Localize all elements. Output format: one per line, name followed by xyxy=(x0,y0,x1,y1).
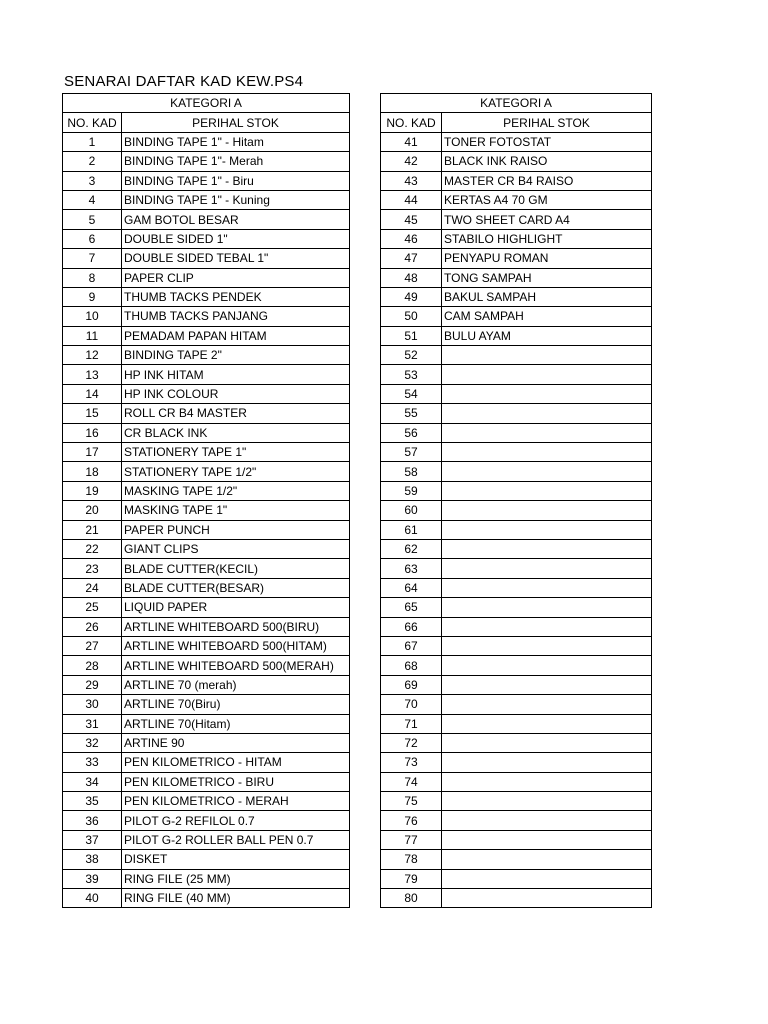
stock-description-cell xyxy=(442,481,652,500)
table-row xyxy=(63,772,350,791)
table-row xyxy=(381,365,652,384)
card-number-cell: 27 xyxy=(63,636,122,655)
stock-description-cell: PEN KILOMETRICO - MERAH xyxy=(122,792,350,811)
card-number-cell: 47 xyxy=(381,249,442,268)
card-number-cell: 67 xyxy=(381,636,442,655)
card-number-cell: 13 xyxy=(63,365,122,384)
stock-description-cell xyxy=(442,889,652,908)
card-number-cell: 12 xyxy=(63,346,122,365)
card-number-cell: 28 xyxy=(63,656,122,675)
card-number-cell: 23 xyxy=(63,559,122,578)
stock-description-cell: CR BLACK INK xyxy=(122,423,350,442)
category-heading: KATEGORI A xyxy=(381,94,652,113)
table-row xyxy=(381,423,652,442)
card-number-cell: 36 xyxy=(63,811,122,830)
table-row xyxy=(381,249,652,268)
stock-description-cell: PILOT G-2 ROLLER BALL PEN 0.7 xyxy=(122,830,350,849)
stock-description-cell: DISKET xyxy=(122,850,350,869)
stock-description-cell: BINDING TAPE 1" - Hitam xyxy=(122,132,350,151)
stock-description-cell: BAKUL SAMPAH xyxy=(442,287,652,306)
table-row xyxy=(63,559,350,578)
card-number-cell: 71 xyxy=(381,714,442,733)
card-number-cell: 75 xyxy=(381,792,442,811)
stock-description-cell xyxy=(442,539,652,558)
page-title: SENARAI DAFTAR KAD KEW.PS4 xyxy=(64,73,304,90)
stock-description-cell: TONER FOTOSTAT xyxy=(442,132,652,151)
stock-description-cell xyxy=(442,617,652,636)
card-number-cell: 7 xyxy=(63,249,122,268)
category-heading: KATEGORI A xyxy=(63,94,350,113)
card-number-cell: 78 xyxy=(381,850,442,869)
card-number-cell: 22 xyxy=(63,539,122,558)
stock-description-cell: ARTINE 90 xyxy=(122,733,350,752)
table-row xyxy=(381,287,652,306)
stock-description-cell xyxy=(442,772,652,791)
card-number-cell: 8 xyxy=(63,268,122,287)
table-row xyxy=(63,501,350,520)
category-row xyxy=(63,94,350,113)
card-number-cell: 2 xyxy=(63,152,122,171)
stock-description-cell xyxy=(442,830,652,849)
card-number-cell: 69 xyxy=(381,675,442,694)
table-row xyxy=(63,733,350,752)
table-row xyxy=(381,850,652,869)
card-number-cell: 18 xyxy=(63,462,122,481)
stock-description-cell xyxy=(442,520,652,539)
table-row xyxy=(381,404,652,423)
table-row xyxy=(63,287,350,306)
stock-description-cell: BLADE CUTTER(BESAR) xyxy=(122,578,350,597)
card-number-cell: 16 xyxy=(63,423,122,442)
card-number-cell: 66 xyxy=(381,617,442,636)
table-row xyxy=(381,443,652,462)
card-number-cell: 57 xyxy=(381,443,442,462)
stock-description-cell: PILOT G-2 REFILOL 0.7 xyxy=(122,811,350,830)
table-row xyxy=(381,462,652,481)
column-header-perihal-stok: PERIHAL STOK xyxy=(122,113,350,132)
stock-description-cell: THUMB TACKS PENDEK xyxy=(122,287,350,306)
table-row xyxy=(381,889,652,908)
table-row xyxy=(381,772,652,791)
stock-description-cell xyxy=(442,423,652,442)
stock-description-cell: BINDING TAPE 1" - Biru xyxy=(122,171,350,190)
column-header-no-kad: NO. KAD xyxy=(381,113,442,132)
card-number-cell: 31 xyxy=(63,714,122,733)
table-row xyxy=(381,326,652,345)
stock-description-cell: GAM BOTOL BESAR xyxy=(122,210,350,229)
table-row xyxy=(63,792,350,811)
table-row xyxy=(63,481,350,500)
stock-description-cell: TONG SAMPAH xyxy=(442,268,652,287)
card-number-cell: 43 xyxy=(381,171,442,190)
card-number-cell: 77 xyxy=(381,830,442,849)
card-number-cell: 4 xyxy=(63,190,122,209)
stock-description-cell xyxy=(442,559,652,578)
card-number-cell: 3 xyxy=(63,171,122,190)
card-number-cell: 49 xyxy=(381,287,442,306)
table-row xyxy=(63,190,350,209)
table-row xyxy=(63,636,350,655)
card-number-cell: 24 xyxy=(63,578,122,597)
stock-description-cell xyxy=(442,501,652,520)
table-row xyxy=(63,307,350,326)
stock-description-cell xyxy=(442,462,652,481)
card-number-cell: 60 xyxy=(381,501,442,520)
card-number-cell: 40 xyxy=(63,889,122,908)
card-number-cell: 61 xyxy=(381,520,442,539)
table-row xyxy=(381,307,652,326)
stock-description-cell: KERTAS A4 70 GM xyxy=(442,190,652,209)
table-row xyxy=(63,404,350,423)
card-number-cell: 44 xyxy=(381,190,442,209)
table-row xyxy=(381,792,652,811)
stock-description-cell xyxy=(442,733,652,752)
stock-description-cell: BINDING TAPE 1"- Merah xyxy=(122,152,350,171)
card-number-cell: 14 xyxy=(63,384,122,403)
stock-description-cell: PEN KILOMETRICO - BIRU xyxy=(122,772,350,791)
table-row xyxy=(63,675,350,694)
card-number-cell: 63 xyxy=(381,559,442,578)
card-number-cell: 59 xyxy=(381,481,442,500)
stock-description-cell: PEN KILOMETRICO - HITAM xyxy=(122,753,350,772)
stock-description-cell xyxy=(442,850,652,869)
table-row xyxy=(63,520,350,539)
table-row xyxy=(63,249,350,268)
stock-description-cell xyxy=(442,792,652,811)
card-number-cell: 56 xyxy=(381,423,442,442)
card-number-cell: 41 xyxy=(381,132,442,151)
table-row xyxy=(381,501,652,520)
table-row xyxy=(63,346,350,365)
stock-description-cell: PEMADAM PAPAN HITAM xyxy=(122,326,350,345)
stock-description-cell xyxy=(442,753,652,772)
stock-description-cell: MASKING TAPE 1" xyxy=(122,501,350,520)
table-row xyxy=(63,753,350,772)
card-number-cell: 37 xyxy=(63,830,122,849)
card-number-cell: 76 xyxy=(381,811,442,830)
table-row xyxy=(63,423,350,442)
table-row xyxy=(381,384,652,403)
table-row xyxy=(63,462,350,481)
table-row xyxy=(63,889,350,908)
stock-description-cell xyxy=(442,811,652,830)
stock-description-cell: ARTLINE WHITEBOARD 500(MERAH) xyxy=(122,656,350,675)
card-number-cell: 46 xyxy=(381,229,442,248)
card-number-cell: 5 xyxy=(63,210,122,229)
stock-table-left xyxy=(62,93,350,908)
category-row xyxy=(381,94,652,113)
table-row xyxy=(381,559,652,578)
table-row xyxy=(381,617,652,636)
card-number-cell: 51 xyxy=(381,326,442,345)
table-row xyxy=(63,171,350,190)
card-number-cell: 35 xyxy=(63,792,122,811)
table-row xyxy=(381,714,652,733)
stock-description-cell: ROLL CR B4 MASTER xyxy=(122,404,350,423)
table-body xyxy=(63,132,350,908)
table-row xyxy=(381,656,652,675)
stock-description-cell: RING FILE (40 MM) xyxy=(122,889,350,908)
table-row xyxy=(63,152,350,171)
table-row xyxy=(381,481,652,500)
table-row xyxy=(63,210,350,229)
table-row xyxy=(381,210,652,229)
table-body xyxy=(381,132,652,908)
stock-description-cell: ARTLINE WHITEBOARD 500(BIRU) xyxy=(122,617,350,636)
stock-description-cell: MASKING TAPE 1/2" xyxy=(122,481,350,500)
table-row xyxy=(381,811,652,830)
stock-description-cell: ARTLINE WHITEBOARD 500(HITAM) xyxy=(122,636,350,655)
card-number-cell: 68 xyxy=(381,656,442,675)
table-row xyxy=(63,268,350,287)
table-row xyxy=(381,520,652,539)
stock-description-cell xyxy=(442,384,652,403)
table-row xyxy=(63,598,350,617)
table-row xyxy=(63,326,350,345)
stock-table-right xyxy=(380,93,652,908)
stock-description-cell: BINDING TAPE 1" - Kuning xyxy=(122,190,350,209)
card-number-cell: 42 xyxy=(381,152,442,171)
stock-description-cell xyxy=(442,443,652,462)
table-row xyxy=(381,733,652,752)
card-number-cell: 1 xyxy=(63,132,122,151)
card-number-cell: 19 xyxy=(63,481,122,500)
card-number-cell: 55 xyxy=(381,404,442,423)
stock-description-cell xyxy=(442,675,652,694)
table-row xyxy=(381,268,652,287)
card-number-cell: 70 xyxy=(381,695,442,714)
card-number-cell: 25 xyxy=(63,598,122,617)
stock-description-cell: ARTLINE 70(Biru) xyxy=(122,695,350,714)
card-number-cell: 30 xyxy=(63,695,122,714)
stock-description-cell: STABILO HIGHLIGHT xyxy=(442,229,652,248)
column-header-perihal-stok: PERIHAL STOK xyxy=(442,113,652,132)
table-row xyxy=(381,190,652,209)
card-number-cell: 80 xyxy=(381,889,442,908)
card-number-cell: 79 xyxy=(381,869,442,888)
table-row xyxy=(63,539,350,558)
stock-description-cell: PENYAPU ROMAN xyxy=(442,249,652,268)
stock-description-cell: STATIONERY TAPE 1" xyxy=(122,443,350,462)
card-number-cell: 64 xyxy=(381,578,442,597)
table-row xyxy=(63,384,350,403)
stock-description-cell: THUMB TACKS PANJANG xyxy=(122,307,350,326)
card-number-cell: 65 xyxy=(381,598,442,617)
card-number-cell: 73 xyxy=(381,753,442,772)
card-number-cell: 53 xyxy=(381,365,442,384)
stock-description-cell: PAPER CLIP xyxy=(122,268,350,287)
table-row xyxy=(381,578,652,597)
card-number-cell: 9 xyxy=(63,287,122,306)
table-row xyxy=(381,539,652,558)
table-row xyxy=(63,869,350,888)
stock-description-cell: HP INK HITAM xyxy=(122,365,350,384)
card-number-cell: 52 xyxy=(381,346,442,365)
table-row xyxy=(63,811,350,830)
table-row xyxy=(63,656,350,675)
header-row xyxy=(381,113,652,132)
table-row xyxy=(63,714,350,733)
stock-description-cell: CAM SAMPAH xyxy=(442,307,652,326)
table-row xyxy=(63,443,350,462)
stock-description-cell: HP INK COLOUR xyxy=(122,384,350,403)
card-number-cell: 32 xyxy=(63,733,122,752)
stock-description-cell: BLADE CUTTER(KECIL) xyxy=(122,559,350,578)
stock-description-cell xyxy=(442,656,652,675)
card-number-cell: 39 xyxy=(63,869,122,888)
stock-description-cell: MASTER CR B4 RAISO xyxy=(442,171,652,190)
stock-description-cell: LIQUID PAPER xyxy=(122,598,350,617)
card-number-cell: 62 xyxy=(381,539,442,558)
stock-description-cell: BLACK INK RAISO xyxy=(442,152,652,171)
table-row xyxy=(381,675,652,694)
card-number-cell: 72 xyxy=(381,733,442,752)
card-number-cell: 17 xyxy=(63,443,122,462)
header-row xyxy=(63,113,350,132)
card-number-cell: 10 xyxy=(63,307,122,326)
table-row xyxy=(63,617,350,636)
table-row xyxy=(381,152,652,171)
table-row xyxy=(381,346,652,365)
card-number-cell: 54 xyxy=(381,384,442,403)
stock-description-cell xyxy=(442,598,652,617)
stock-description-cell: ARTLINE 70(Hitam) xyxy=(122,714,350,733)
card-number-cell: 34 xyxy=(63,772,122,791)
card-number-cell: 26 xyxy=(63,617,122,636)
stock-description-cell: BINDING TAPE 2" xyxy=(122,346,350,365)
card-number-cell: 21 xyxy=(63,520,122,539)
stock-description-cell xyxy=(442,695,652,714)
stock-description-cell xyxy=(442,636,652,655)
card-number-cell: 74 xyxy=(381,772,442,791)
card-number-cell: 6 xyxy=(63,229,122,248)
table-row xyxy=(381,132,652,151)
table-row xyxy=(63,229,350,248)
card-number-cell: 29 xyxy=(63,675,122,694)
card-number-cell: 48 xyxy=(381,268,442,287)
table-row xyxy=(63,850,350,869)
table-row xyxy=(63,365,350,384)
card-number-cell: 38 xyxy=(63,850,122,869)
stock-description-cell xyxy=(442,365,652,384)
table-row xyxy=(63,695,350,714)
card-number-cell: 58 xyxy=(381,462,442,481)
stock-description-cell xyxy=(442,346,652,365)
table-row xyxy=(381,229,652,248)
stock-description-cell xyxy=(442,578,652,597)
stock-description-cell xyxy=(442,869,652,888)
table-row xyxy=(381,869,652,888)
card-number-cell: 33 xyxy=(63,753,122,772)
stock-description-cell: DOUBLE SIDED TEBAL 1" xyxy=(122,249,350,268)
card-number-cell: 15 xyxy=(63,404,122,423)
column-header-no-kad: NO. KAD xyxy=(63,113,122,132)
stock-description-cell: DOUBLE SIDED 1" xyxy=(122,229,350,248)
table-row xyxy=(63,132,350,151)
stock-description-cell: PAPER PUNCH xyxy=(122,520,350,539)
stock-description-cell: STATIONERY TAPE 1/2" xyxy=(122,462,350,481)
table-row xyxy=(381,171,652,190)
stock-description-cell xyxy=(442,404,652,423)
table-row xyxy=(63,830,350,849)
stock-description-cell: BULU AYAM xyxy=(442,326,652,345)
table-row xyxy=(381,598,652,617)
table-row xyxy=(381,695,652,714)
table-row xyxy=(381,636,652,655)
stock-description-cell: TWO SHEET CARD A4 xyxy=(442,210,652,229)
card-number-cell: 45 xyxy=(381,210,442,229)
card-number-cell: 20 xyxy=(63,501,122,520)
card-number-cell: 50 xyxy=(381,307,442,326)
stock-description-cell: RING FILE (25 MM) xyxy=(122,869,350,888)
table-row xyxy=(381,753,652,772)
table-row xyxy=(63,578,350,597)
table-row xyxy=(381,830,652,849)
stock-description-cell: ARTLINE 70 (merah) xyxy=(122,675,350,694)
stock-description-cell: GIANT CLIPS xyxy=(122,539,350,558)
stock-description-cell xyxy=(442,714,652,733)
card-number-cell: 11 xyxy=(63,326,122,345)
